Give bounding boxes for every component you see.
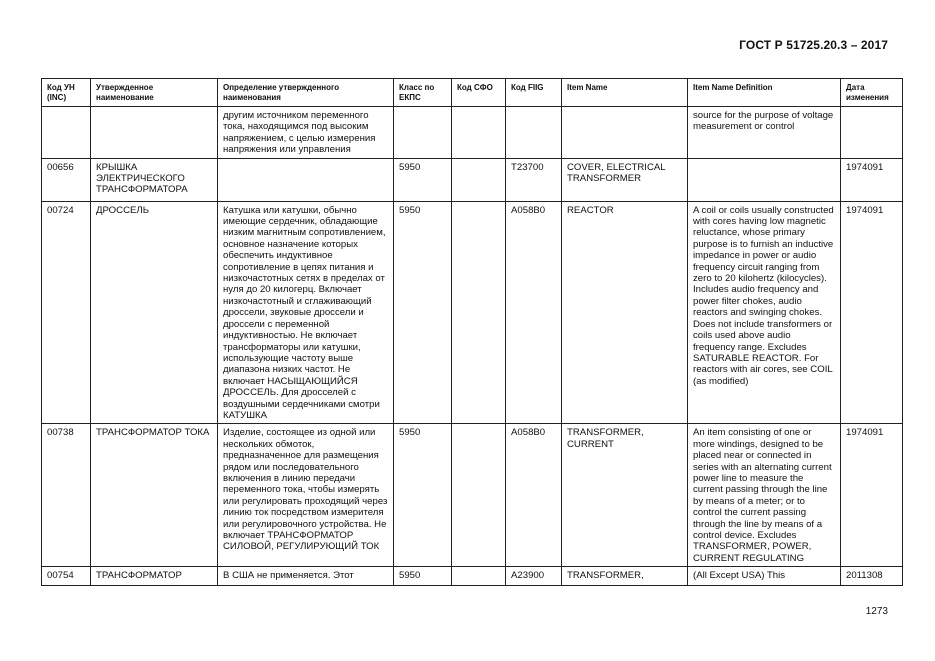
cell-class <box>394 107 452 159</box>
cell-item-definition: source for the purpose of voltage measurement or control <box>688 107 841 159</box>
document-code: ГОСТ Р 51725.20.3 – 2017 <box>739 38 888 52</box>
cell-sfo <box>452 424 506 567</box>
cell-sfo <box>452 567 506 586</box>
cell-class: 5950 <box>394 158 452 201</box>
cell-inc <box>42 107 91 159</box>
cell-definition-ru: другим источником переменного тока, находящимся под высоким напряжением, с целью измерения напряжения или управления <box>218 107 394 159</box>
col-header-date: Дата изменения <box>841 79 903 107</box>
cell-approved-name: ДРОССЕЛЬ <box>91 201 218 424</box>
cell-approved-name: ТРАНСФОРМАТОР <box>91 567 218 586</box>
cell-class: 5950 <box>394 424 452 567</box>
cell-item-definition: An item consisting of one or more windings, designed to be placed near or connected in series with an alternating current power line to measure the current passing through the line by means of a meter; or to control the current passing through the line by means of a control device. Excludes TRANSFORMER, POWER, CURRENT REGULATING <box>688 424 841 567</box>
col-header-sfo: Код СФО <box>452 79 506 107</box>
table-row <box>42 424 903 567</box>
cell-sfo <box>452 107 506 159</box>
cell-fiig <box>506 107 562 159</box>
cell-approved-name: ТРАНСФОРМАТОР ТОКА <box>91 424 218 567</box>
col-header-approved-name: Утвержденное наименование <box>91 79 218 107</box>
cell-date: 1974091 <box>841 158 903 201</box>
table-row <box>42 158 903 201</box>
col-header-class: Класс по ЕКПС <box>394 79 452 107</box>
cell-date: 2011308 <box>841 567 903 586</box>
cell-inc: 00656 <box>42 158 91 201</box>
cell-date <box>841 107 903 159</box>
cell-definition-ru <box>218 158 394 201</box>
cell-item-name: COVER, ELECTRICAL TRANSFORMER <box>562 158 688 201</box>
table-row <box>42 567 903 586</box>
cell-item-definition <box>688 158 841 201</box>
cell-inc: 00738 <box>42 424 91 567</box>
cell-fiig: A23900 <box>506 567 562 586</box>
cell-class: 5950 <box>394 201 452 424</box>
cell-date: 1974091 <box>841 424 903 567</box>
col-header-item-definition: Item Name Definition <box>688 79 841 107</box>
cell-item-definition: A coil or coils usually constructed with cores having low magnetic reluctance, whose primary purpose is to furnish an inductive impedance in power or audio frequency circuit ranging from zero to 20 kilohertz (kilocycles). Includes audio frequency and power filter chokes, audio reactors and swinging chokes. Does not include transformers or coils used above audio frequency range. Excludes SATURABLE REACTOR. For reactors with air cores, see COIL (as modified) <box>688 201 841 424</box>
cell-date: 1974091 <box>841 201 903 424</box>
cell-class: 5950 <box>394 567 452 586</box>
catalog-table <box>41 78 903 586</box>
col-header-definition-ru: Определение утвержденного наименования <box>218 79 394 107</box>
cell-item-name: TRANSFORMER, CURRENT <box>562 424 688 567</box>
cell-sfo <box>452 201 506 424</box>
cell-fiig: A058B0 <box>506 424 562 567</box>
table-row <box>42 107 903 159</box>
cell-definition-ru: Изделие, состоящее из одной или нескольких обмоток, предназначенное для размещения рядом или последовательного включения в линию передачи переменного тока, чтобы измерять или регулировать проходящий через линию ток посредством измерителя или регулировочного устройства. Не включает ТРАНСФОРМАТОР СИЛОВОЙ, РЕГУЛИРУЮЩИЙ ТОК <box>218 424 394 567</box>
cell-sfo <box>452 158 506 201</box>
cell-inc: 00724 <box>42 201 91 424</box>
cell-fiig: A058B0 <box>506 201 562 424</box>
cell-item-name: REACTOR <box>562 201 688 424</box>
table-row <box>42 201 903 424</box>
col-header-fiig: Код FIIG <box>506 79 562 107</box>
cell-approved-name <box>91 107 218 159</box>
col-header-inc: Код УН (INC) <box>42 79 91 107</box>
cell-definition-ru: В США не применяется. Этот <box>218 567 394 586</box>
cell-definition-ru: Катушка или катушки, обычно имеющие сердечник, обладающие низким магнитным сопротивлением, основное назначение которых обеспечить индуктивное сопротивление в цепях питания и низкочастотных сетях в пределах от нуля до 20 килогерц. Включает низкочастотный и сглаживающий дроссели, звуковые дроссели и дроссели с переменной индуктивностью. Не включает трансформаторы или катушки, использующие частоту выше диапазона низких частот. Не включает НАСЫЩАЮЩИЙСЯ ДРОССЕЛЬ. Для дросселей с воздушными сердечниками смотри КАТУШКА <box>218 201 394 424</box>
cell-fiig: T23700 <box>506 158 562 201</box>
cell-item-name: TRANSFORMER, <box>562 567 688 586</box>
page-number: 1273 <box>865 606 888 617</box>
col-header-item-name: Item Name <box>562 79 688 107</box>
cell-inc: 00754 <box>42 567 91 586</box>
table-header-row <box>42 79 903 107</box>
cell-approved-name: КРЫШКА ЭЛЕКТРИЧЕСКОГО ТРАНСФОРМАТОРА <box>91 158 218 201</box>
cell-item-name <box>562 107 688 159</box>
cell-item-definition: (All Except USA) This <box>688 567 841 586</box>
